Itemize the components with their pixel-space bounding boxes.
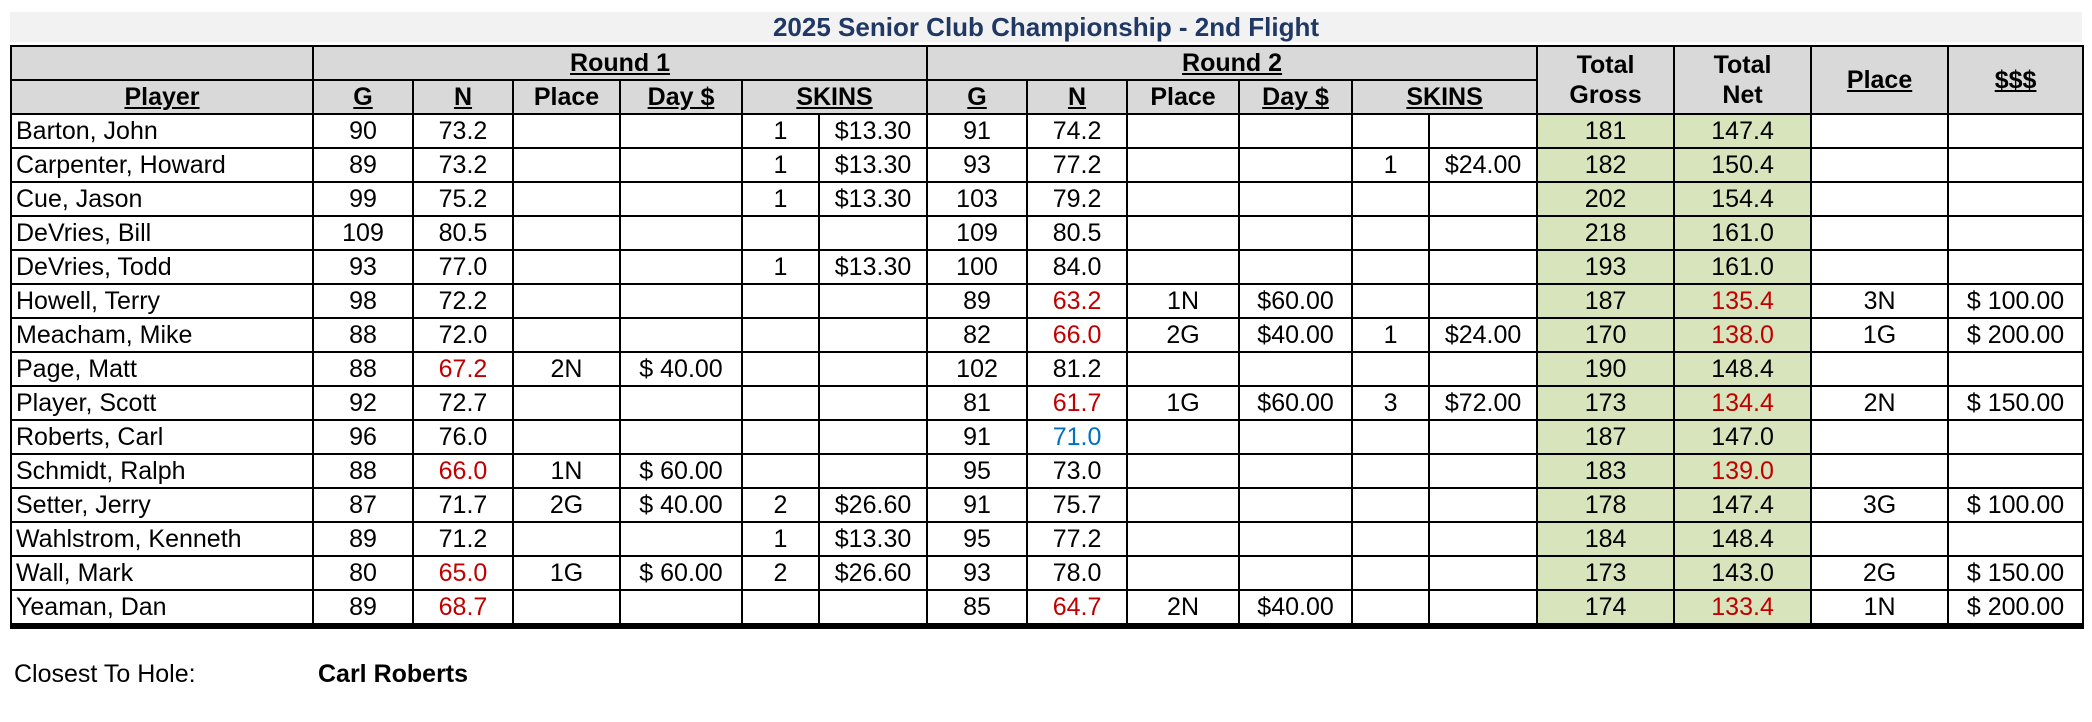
r1-skins-count-cell bbox=[742, 420, 819, 454]
r1-net-cell: 65.0 bbox=[413, 556, 513, 590]
player-cell: Yeaman, Dan bbox=[11, 590, 313, 626]
place-cell bbox=[1811, 250, 1948, 284]
r1-day-cell bbox=[620, 114, 742, 148]
r2-net-cell: 63.2 bbox=[1027, 284, 1127, 318]
r1-gross-cell: 96 bbox=[313, 420, 413, 454]
r2-day-cell: $40.00 bbox=[1239, 590, 1352, 626]
total-gross-cell: 202 bbox=[1537, 182, 1674, 216]
r2-skins-amount-cell bbox=[1429, 454, 1537, 488]
r2-skins-amount-cell bbox=[1429, 590, 1537, 626]
total-net-cell: 147.0 bbox=[1674, 420, 1811, 454]
r1-gross-cell: 98 bbox=[313, 284, 413, 318]
r1-gross-cell: 90 bbox=[313, 114, 413, 148]
r2-skins-count-cell bbox=[1352, 284, 1429, 318]
r1-place-cell: 1N bbox=[513, 454, 620, 488]
r2-day-cell bbox=[1239, 250, 1352, 284]
r1-place-cell bbox=[513, 284, 620, 318]
r1-place-cell bbox=[513, 216, 620, 250]
money-cell bbox=[1948, 148, 2083, 182]
r2-skins-count-cell bbox=[1352, 522, 1429, 556]
r1-place-cell bbox=[513, 250, 620, 284]
r2-skins-count-cell bbox=[1352, 250, 1429, 284]
money-header: $$$ bbox=[1948, 46, 2083, 114]
r1-day-cell: $ 40.00 bbox=[620, 488, 742, 522]
total-gross-cell: 173 bbox=[1537, 556, 1674, 590]
round2-header: Round 2 bbox=[927, 46, 1537, 80]
header-row-1 bbox=[11, 46, 2083, 80]
money-cell bbox=[1948, 250, 2083, 284]
table-row bbox=[11, 556, 2083, 590]
r2-skins-header: SKINS bbox=[1352, 80, 1537, 114]
r1-day-cell bbox=[620, 216, 742, 250]
r2-skins-amount-cell: $24.00 bbox=[1429, 148, 1537, 182]
r2-place-cell bbox=[1127, 556, 1239, 590]
place-cell bbox=[1811, 420, 1948, 454]
r2-day-cell bbox=[1239, 522, 1352, 556]
r1-skins-count-cell: 1 bbox=[742, 114, 819, 148]
r1-skins-count-cell bbox=[742, 352, 819, 386]
player-cell: DeVries, Bill bbox=[11, 216, 313, 250]
r1-gross-header: G bbox=[313, 80, 413, 114]
r1-net-cell: 76.0 bbox=[413, 420, 513, 454]
r2-skins-amount-cell bbox=[1429, 284, 1537, 318]
money-cell bbox=[1948, 216, 2083, 250]
r1-day-cell bbox=[620, 182, 742, 216]
r2-gross-cell: 91 bbox=[927, 488, 1027, 522]
r2-gross-cell: 95 bbox=[927, 522, 1027, 556]
total-gross-cell: 181 bbox=[1537, 114, 1674, 148]
player-cell: Meacham, Mike bbox=[11, 318, 313, 352]
r1-net-header: N bbox=[413, 80, 513, 114]
r2-net-cell: 75.7 bbox=[1027, 488, 1127, 522]
r2-skins-count-cell: 1 bbox=[1352, 318, 1429, 352]
place-cell bbox=[1811, 352, 1948, 386]
r1-skins-count-cell: 2 bbox=[742, 488, 819, 522]
r2-skins-count-cell bbox=[1352, 454, 1429, 488]
r1-place-cell bbox=[513, 420, 620, 454]
r2-skins-count-cell bbox=[1352, 352, 1429, 386]
r2-gross-cell: 93 bbox=[927, 148, 1027, 182]
r2-place-cell bbox=[1127, 182, 1239, 216]
total-net-cell: 138.0 bbox=[1674, 318, 1811, 352]
total-net-line2: Net bbox=[1722, 81, 1763, 109]
table-row bbox=[11, 284, 2083, 318]
r2-day-cell bbox=[1239, 182, 1352, 216]
table-row bbox=[11, 352, 2083, 386]
player-cell: Player, Scott bbox=[11, 386, 313, 420]
money-cell: $ 100.00 bbox=[1948, 488, 2083, 522]
r2-gross-header: G bbox=[927, 80, 1027, 114]
r2-gross-cell: 93 bbox=[927, 556, 1027, 590]
r2-skins-count-cell bbox=[1352, 488, 1429, 522]
r1-skins-count-cell bbox=[742, 284, 819, 318]
page-title: 2025 Senior Club Championship - 2nd Flight bbox=[10, 12, 2082, 42]
r2-net-cell: 64.7 bbox=[1027, 590, 1127, 626]
r2-skins-count-cell bbox=[1352, 590, 1429, 626]
total-gross-cell: 182 bbox=[1537, 148, 1674, 182]
r2-gross-cell: 95 bbox=[927, 454, 1027, 488]
r2-place-cell: 2G bbox=[1127, 318, 1239, 352]
total-gross-cell: 170 bbox=[1537, 318, 1674, 352]
r1-skins-amount-cell bbox=[819, 590, 927, 626]
total-net-cell: 135.4 bbox=[1674, 284, 1811, 318]
place-cell bbox=[1811, 522, 1948, 556]
r2-place-cell bbox=[1127, 454, 1239, 488]
player-cell: Wall, Mark bbox=[11, 556, 313, 590]
total-net-header bbox=[1674, 46, 1811, 114]
r1-net-cell: 80.5 bbox=[413, 216, 513, 250]
money-cell: $ 100.00 bbox=[1948, 284, 2083, 318]
r2-skins-amount-cell bbox=[1429, 114, 1537, 148]
money-cell bbox=[1948, 522, 2083, 556]
r2-day-header: Day $ bbox=[1239, 80, 1352, 114]
r1-net-cell: 73.2 bbox=[413, 114, 513, 148]
r1-gross-cell: 80 bbox=[313, 556, 413, 590]
total-gross-line1: Total bbox=[1576, 51, 1635, 79]
r1-skins-count-cell bbox=[742, 216, 819, 250]
table-row bbox=[11, 216, 2083, 250]
r2-place-cell bbox=[1127, 250, 1239, 284]
r2-skins-count-cell bbox=[1352, 216, 1429, 250]
total-net-cell: 148.4 bbox=[1674, 522, 1811, 556]
total-gross-cell: 183 bbox=[1537, 454, 1674, 488]
r1-gross-cell: 99 bbox=[313, 182, 413, 216]
place-cell: 2N bbox=[1811, 386, 1948, 420]
r2-gross-cell: 100 bbox=[927, 250, 1027, 284]
r1-place-cell: 2G bbox=[513, 488, 620, 522]
table-row bbox=[11, 420, 2083, 454]
r2-place-cell bbox=[1127, 488, 1239, 522]
total-gross-line2: Gross bbox=[1569, 81, 1642, 109]
r2-net-cell: 77.2 bbox=[1027, 522, 1127, 556]
table-row bbox=[11, 182, 2083, 216]
table-row bbox=[11, 250, 2083, 284]
r2-gross-cell: 89 bbox=[927, 284, 1027, 318]
r1-day-cell bbox=[620, 148, 742, 182]
r2-place-cell bbox=[1127, 522, 1239, 556]
r1-day-cell bbox=[620, 284, 742, 318]
r1-skins-amount-cell bbox=[819, 318, 927, 352]
player-cell: Carpenter, Howard bbox=[11, 148, 313, 182]
r2-day-cell bbox=[1239, 556, 1352, 590]
results-table bbox=[10, 45, 2084, 629]
r2-day-cell bbox=[1239, 148, 1352, 182]
r2-skins-count-cell bbox=[1352, 420, 1429, 454]
player-cell: Cue, Jason bbox=[11, 182, 313, 216]
r2-day-cell: $60.00 bbox=[1239, 386, 1352, 420]
r2-skins-amount-cell bbox=[1429, 522, 1537, 556]
total-gross-cell: 187 bbox=[1537, 420, 1674, 454]
r2-skins-amount-cell bbox=[1429, 352, 1537, 386]
place-cell bbox=[1811, 148, 1948, 182]
r1-gross-cell: 92 bbox=[313, 386, 413, 420]
money-cell bbox=[1948, 114, 2083, 148]
r2-net-header: N bbox=[1027, 80, 1127, 114]
r2-place-cell bbox=[1127, 114, 1239, 148]
r1-skins-count-cell bbox=[742, 386, 819, 420]
r2-net-cell: 71.0 bbox=[1027, 420, 1127, 454]
r2-day-cell: $60.00 bbox=[1239, 284, 1352, 318]
r1-place-header: Place bbox=[513, 80, 620, 114]
money-cell: $ 200.00 bbox=[1948, 318, 2083, 352]
table-row bbox=[11, 522, 2083, 556]
money-cell: $ 150.00 bbox=[1948, 556, 2083, 590]
r1-skins-amount-cell: $13.30 bbox=[819, 148, 927, 182]
r2-place-cell: 1G bbox=[1127, 386, 1239, 420]
table-row bbox=[11, 590, 2083, 626]
total-net-cell: 133.4 bbox=[1674, 590, 1811, 626]
r2-skins-amount-cell bbox=[1429, 420, 1537, 454]
r1-day-cell bbox=[620, 386, 742, 420]
total-net-cell: 147.4 bbox=[1674, 114, 1811, 148]
closest-to-hole-value: Carl Roberts bbox=[318, 660, 469, 688]
r2-skins-amount-cell: $24.00 bbox=[1429, 318, 1537, 352]
money-cell: $ 150.00 bbox=[1948, 386, 2083, 420]
total-net-cell: 134.4 bbox=[1674, 386, 1811, 420]
r1-skins-count-cell: 1 bbox=[742, 250, 819, 284]
total-gross-cell: 187 bbox=[1537, 284, 1674, 318]
r1-gross-cell: 88 bbox=[313, 454, 413, 488]
total-net-cell: 161.0 bbox=[1674, 216, 1811, 250]
r2-net-cell: 84.0 bbox=[1027, 250, 1127, 284]
total-net-cell: 148.4 bbox=[1674, 352, 1811, 386]
r2-day-cell: $40.00 bbox=[1239, 318, 1352, 352]
r2-skins-count-cell: 3 bbox=[1352, 386, 1429, 420]
r2-day-cell bbox=[1239, 420, 1352, 454]
r1-skins-amount-cell: $26.60 bbox=[819, 488, 927, 522]
table-row bbox=[11, 318, 2083, 352]
r1-gross-cell: 109 bbox=[313, 216, 413, 250]
r1-gross-cell: 88 bbox=[313, 352, 413, 386]
r2-gross-cell: 91 bbox=[927, 114, 1027, 148]
place-cell: 1N bbox=[1811, 590, 1948, 626]
r1-net-cell: 72.2 bbox=[413, 284, 513, 318]
place-cell bbox=[1811, 114, 1948, 148]
r1-skins-count-cell: 2 bbox=[742, 556, 819, 590]
r1-skins-amount-cell: $13.30 bbox=[819, 522, 927, 556]
r1-gross-cell: 88 bbox=[313, 318, 413, 352]
r2-skins-amount-cell bbox=[1429, 216, 1537, 250]
r2-skins-count-cell bbox=[1352, 114, 1429, 148]
r2-gross-cell: 91 bbox=[927, 420, 1027, 454]
r2-net-cell: 79.2 bbox=[1027, 182, 1127, 216]
total-net-cell: 139.0 bbox=[1674, 454, 1811, 488]
r2-day-cell bbox=[1239, 352, 1352, 386]
place-cell bbox=[1811, 182, 1948, 216]
r1-day-cell bbox=[620, 420, 742, 454]
r2-place-cell bbox=[1127, 148, 1239, 182]
r1-place-cell: 1G bbox=[513, 556, 620, 590]
r1-gross-cell: 87 bbox=[313, 488, 413, 522]
r1-skins-amount-cell bbox=[819, 420, 927, 454]
r2-net-cell: 80.5 bbox=[1027, 216, 1127, 250]
r1-skins-count-cell bbox=[742, 590, 819, 626]
r2-skins-amount-cell: $72.00 bbox=[1429, 386, 1537, 420]
player-cell: Page, Matt bbox=[11, 352, 313, 386]
total-net-line1: Total bbox=[1713, 51, 1772, 79]
total-net-cell: 161.0 bbox=[1674, 250, 1811, 284]
r1-place-cell bbox=[513, 590, 620, 626]
r1-place-cell bbox=[513, 148, 620, 182]
place-cell: 1G bbox=[1811, 318, 1948, 352]
r1-place-cell bbox=[513, 182, 620, 216]
r1-skins-header: SKINS bbox=[742, 80, 927, 114]
r1-day-cell: $ 60.00 bbox=[620, 556, 742, 590]
r2-gross-cell: 81 bbox=[927, 386, 1027, 420]
r1-day-cell bbox=[620, 590, 742, 626]
player-cell: Setter, Jerry bbox=[11, 488, 313, 522]
r1-skins-count-cell: 1 bbox=[742, 148, 819, 182]
player-cell: Wahlstrom, Kenneth bbox=[11, 522, 313, 556]
total-gross-cell: 184 bbox=[1537, 522, 1674, 556]
r2-net-cell: 77.2 bbox=[1027, 148, 1127, 182]
total-net-cell: 143.0 bbox=[1674, 556, 1811, 590]
place-header: Place bbox=[1811, 46, 1948, 114]
r2-place-cell bbox=[1127, 352, 1239, 386]
r1-net-cell: 71.7 bbox=[413, 488, 513, 522]
r2-skins-amount-cell bbox=[1429, 488, 1537, 522]
table-row bbox=[11, 386, 2083, 420]
table-row bbox=[11, 488, 2083, 522]
r1-day-cell bbox=[620, 522, 742, 556]
r1-skins-amount-cell bbox=[819, 454, 927, 488]
r1-net-cell: 75.2 bbox=[413, 182, 513, 216]
money-cell bbox=[1948, 420, 2083, 454]
total-net-cell: 150.4 bbox=[1674, 148, 1811, 182]
money-cell bbox=[1948, 182, 2083, 216]
place-cell: 3G bbox=[1811, 488, 1948, 522]
r2-gross-cell: 82 bbox=[927, 318, 1027, 352]
total-gross-cell: 178 bbox=[1537, 488, 1674, 522]
r2-gross-cell: 103 bbox=[927, 182, 1027, 216]
r2-place-cell: 1N bbox=[1127, 284, 1239, 318]
r1-skins-amount-cell: $26.60 bbox=[819, 556, 927, 590]
table-row bbox=[11, 454, 2083, 488]
r2-net-cell: 74.2 bbox=[1027, 114, 1127, 148]
r1-skins-count-cell: 1 bbox=[742, 522, 819, 556]
total-gross-cell: 218 bbox=[1537, 216, 1674, 250]
r1-net-cell: 67.2 bbox=[413, 352, 513, 386]
r1-net-cell: 68.7 bbox=[413, 590, 513, 626]
r2-net-cell: 61.7 bbox=[1027, 386, 1127, 420]
r1-skins-amount-cell bbox=[819, 386, 927, 420]
r1-skins-amount-cell bbox=[819, 216, 927, 250]
money-cell bbox=[1948, 352, 2083, 386]
r1-skins-count-cell bbox=[742, 454, 819, 488]
table-body bbox=[11, 114, 2083, 626]
r1-net-cell: 73.2 bbox=[413, 148, 513, 182]
money-cell: $ 200.00 bbox=[1948, 590, 2083, 626]
r1-gross-cell: 89 bbox=[313, 148, 413, 182]
r2-skins-count-cell bbox=[1352, 556, 1429, 590]
r2-skins-count-cell: 1 bbox=[1352, 148, 1429, 182]
player-cell: Howell, Terry bbox=[11, 284, 313, 318]
r1-place-cell bbox=[513, 318, 620, 352]
player-cell: DeVries, Todd bbox=[11, 250, 313, 284]
total-gross-cell: 174 bbox=[1537, 590, 1674, 626]
r1-place-cell bbox=[513, 114, 620, 148]
closest-to-hole-label: Closest To Hole: bbox=[14, 660, 196, 688]
place-cell: 2G bbox=[1811, 556, 1948, 590]
money-cell bbox=[1948, 454, 2083, 488]
r2-skins-amount-cell bbox=[1429, 250, 1537, 284]
total-gross-cell: 190 bbox=[1537, 352, 1674, 386]
r1-net-cell: 77.0 bbox=[413, 250, 513, 284]
r2-skins-count-cell bbox=[1352, 182, 1429, 216]
r2-gross-cell: 85 bbox=[927, 590, 1027, 626]
r1-skins-amount-cell: $13.30 bbox=[819, 250, 927, 284]
r2-place-header: Place bbox=[1127, 80, 1239, 114]
r2-skins-amount-cell bbox=[1429, 556, 1537, 590]
place-cell bbox=[1811, 216, 1948, 250]
total-gross-cell: 193 bbox=[1537, 250, 1674, 284]
player-cell: Roberts, Carl bbox=[11, 420, 313, 454]
r2-day-cell bbox=[1239, 488, 1352, 522]
r2-gross-cell: 109 bbox=[927, 216, 1027, 250]
r2-skins-amount-cell bbox=[1429, 182, 1537, 216]
r2-place-cell bbox=[1127, 420, 1239, 454]
total-gross-cell: 173 bbox=[1537, 386, 1674, 420]
total-net-cell: 154.4 bbox=[1674, 182, 1811, 216]
r1-net-cell: 71.2 bbox=[413, 522, 513, 556]
r1-place-cell bbox=[513, 386, 620, 420]
table-row bbox=[11, 114, 2083, 148]
r1-gross-cell: 89 bbox=[313, 590, 413, 626]
player-cell: Barton, John bbox=[11, 114, 313, 148]
player-cell: Schmidt, Ralph bbox=[11, 454, 313, 488]
r1-net-cell: 72.0 bbox=[413, 318, 513, 352]
round1-header: Round 1 bbox=[313, 46, 927, 80]
r1-skins-amount-cell: $13.30 bbox=[819, 182, 927, 216]
r1-day-cell bbox=[620, 250, 742, 284]
r2-day-cell bbox=[1239, 114, 1352, 148]
total-gross-header bbox=[1537, 46, 1674, 114]
r2-net-cell: 81.2 bbox=[1027, 352, 1127, 386]
r1-skins-count-cell bbox=[742, 318, 819, 352]
r2-gross-cell: 102 bbox=[927, 352, 1027, 386]
player-header: Player bbox=[11, 80, 313, 114]
r1-place-cell bbox=[513, 522, 620, 556]
r2-day-cell bbox=[1239, 216, 1352, 250]
corner-cell bbox=[11, 46, 313, 80]
r1-day-header: Day $ bbox=[620, 80, 742, 114]
r1-skins-amount-cell: $13.30 bbox=[819, 114, 927, 148]
r1-net-cell: 72.7 bbox=[413, 386, 513, 420]
table-row bbox=[11, 148, 2083, 182]
r2-net-cell: 78.0 bbox=[1027, 556, 1127, 590]
r2-day-cell bbox=[1239, 454, 1352, 488]
r1-net-cell: 66.0 bbox=[413, 454, 513, 488]
r2-net-cell: 66.0 bbox=[1027, 318, 1127, 352]
r1-day-cell: $ 60.00 bbox=[620, 454, 742, 488]
r1-skins-amount-cell bbox=[819, 352, 927, 386]
r1-skins-amount-cell bbox=[819, 284, 927, 318]
r1-day-cell bbox=[620, 318, 742, 352]
r1-place-cell: 2N bbox=[513, 352, 620, 386]
place-cell: 3N bbox=[1811, 284, 1948, 318]
r2-place-cell bbox=[1127, 216, 1239, 250]
place-cell bbox=[1811, 454, 1948, 488]
r1-day-cell: $ 40.00 bbox=[620, 352, 742, 386]
total-net-cell: 147.4 bbox=[1674, 488, 1811, 522]
r2-net-cell: 73.0 bbox=[1027, 454, 1127, 488]
r1-gross-cell: 93 bbox=[313, 250, 413, 284]
r1-skins-count-cell: 1 bbox=[742, 182, 819, 216]
r1-gross-cell: 89 bbox=[313, 522, 413, 556]
r2-place-cell: 2N bbox=[1127, 590, 1239, 626]
